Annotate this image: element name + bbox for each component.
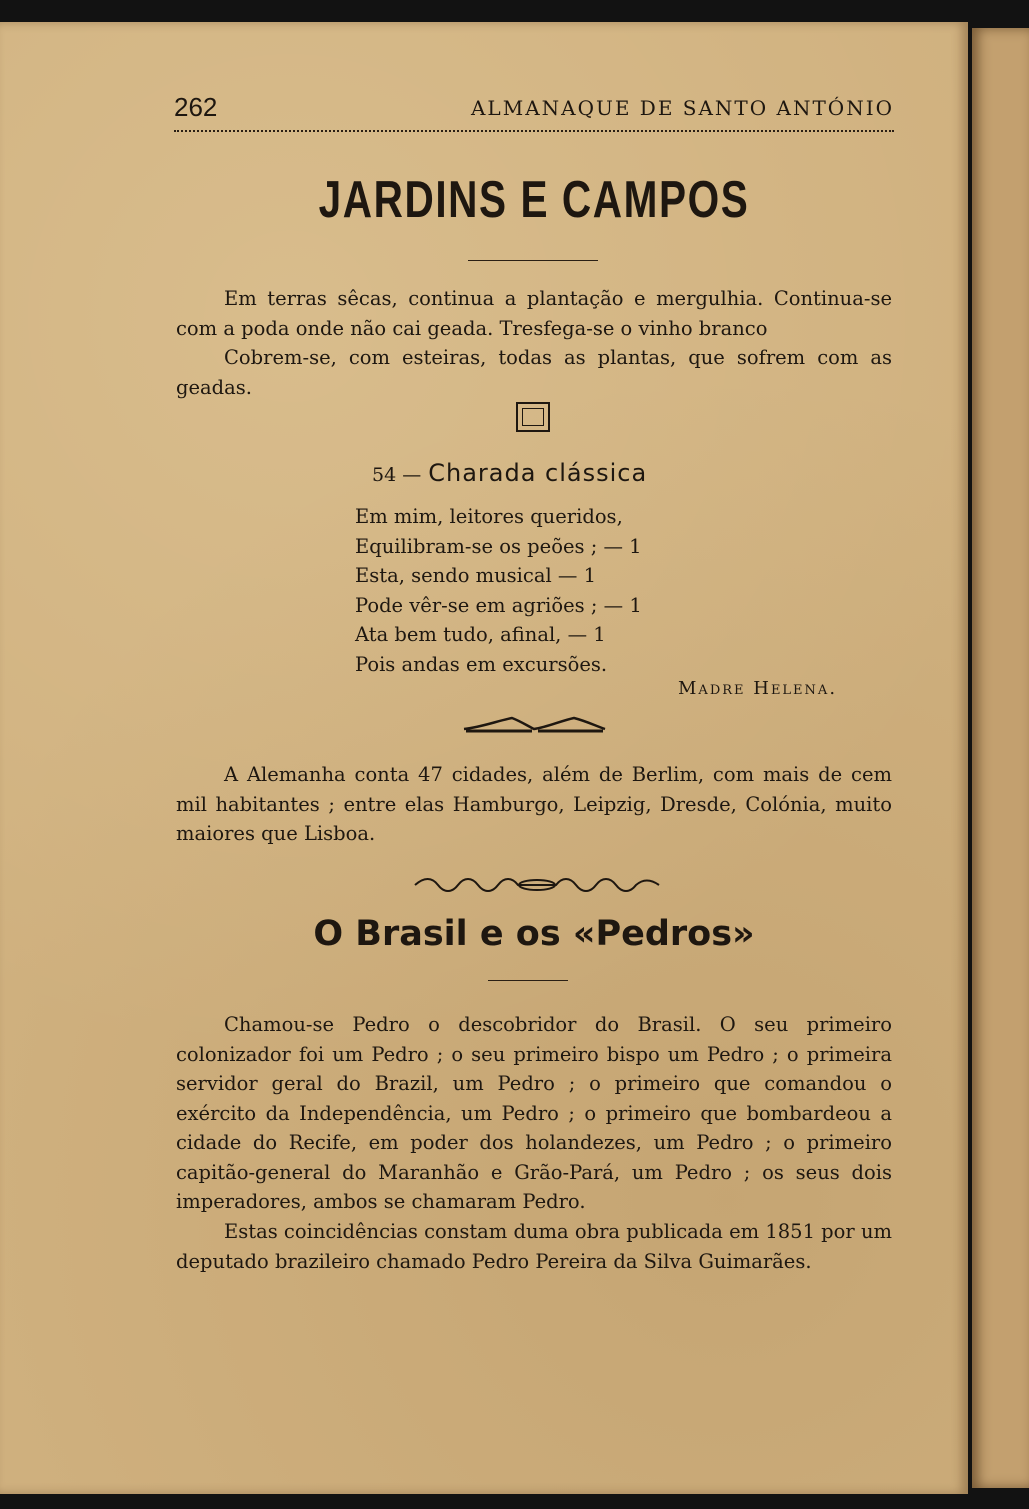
title-underline: [468, 260, 598, 261]
paragraph-jardins-2: Cobrem-se, com esteiras, todas as plantas, que sofrem com as geadas.: [176, 346, 892, 399]
section-title-jardins: JARDINS E CAMPOS: [318, 171, 750, 229]
page-header: [174, 92, 894, 130]
section-title-brasil: O Brasil e os «Pedros»: [313, 914, 755, 954]
running-title: ALMANAQUE DE SANTO ANTÓNIO: [470, 96, 894, 120]
paragraph-jardins-1: Em terras sêcas, continua a plantação e mergulhia. Continua-se com a poda onde não cai geada. Tresfega-se o vinho branco: [176, 287, 892, 340]
square-ornament-icon: [516, 402, 550, 432]
charade-number: 54 —: [372, 464, 422, 486]
title-underline: [488, 980, 568, 981]
verse-line: Ata bem tudo, afinal, — 1: [355, 623, 606, 646]
paragraph-brasil-2: Estas coincidências constam duma obra publicada em 1851 por um deputado brazileiro chamado Pedro Pereira da Silva Guimarães.: [176, 1220, 892, 1273]
header-dotted-rule: [174, 130, 894, 132]
charade-verse: [355, 502, 835, 679]
paragraph-brasil-1: Chamou-se Pedro o descobridor do Brasil. O seu primeiro colonizador foi um Pedro ; o seu primeiro bispo um Pedro ; o primeira servidor geral do Brazil, um Pedro ; o primeiro que comandou o exército da Independência, um Pedro ; o primeiro que bombardeou a cidade do Recife, em poder dos holandezes, um Pedro ; o primeiro capitão-general do Maranhão e Grão-Pará, um Pedro ; os seus dois imperadores, ambos se chamaram Pedro.: [176, 1013, 892, 1213]
paragraph-alemanha: A Alemanha conta 47 cidades, além de Berlim, com mais de cem mil habitantes ; entre elas Hamburgo, Leipzig, Dresde, Colónia, muito maiores que Lisboa.: [176, 763, 892, 845]
scroll-ornament-icon: [412, 874, 662, 896]
page-number: 262: [174, 92, 218, 122]
verse-line: Equilibram-se os peões ; — 1: [355, 534, 642, 558]
adjacent-page-edge: [972, 28, 1029, 1488]
verse-line: Em mim, leitores queridos,: [355, 505, 623, 528]
charade-title: Charada clássica: [428, 459, 648, 487]
wave-divider-icon: [462, 712, 607, 734]
charade-heading: [372, 459, 647, 487]
verse-line: Pode vêr-se em agriões ; — 1: [355, 593, 642, 617]
verse-line: Esta, sendo musical — 1: [355, 564, 597, 587]
verse-line: Pois andas em excursões.: [355, 652, 608, 676]
charade-author: Madre Helena.: [678, 678, 838, 699]
